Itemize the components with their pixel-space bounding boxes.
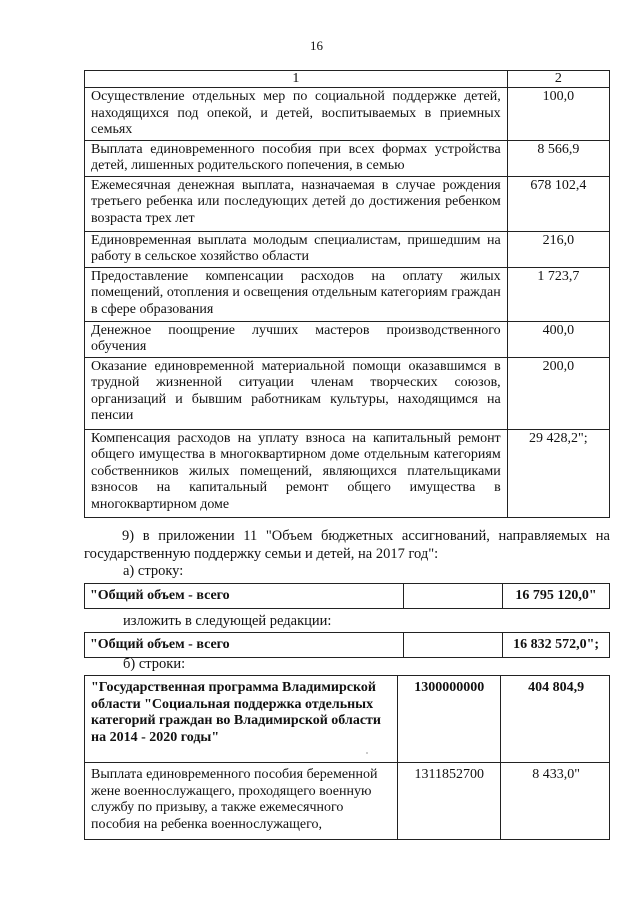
total-name: "Общий объем - всего: [85, 584, 404, 609]
table-row: [85, 140, 610, 176]
header-col-2: 2: [507, 71, 609, 88]
label-replace: изложить в следующей редакции:: [123, 613, 332, 629]
header-col-1: 1: [85, 71, 508, 88]
program-value: 8 433,0": [501, 763, 610, 840]
row-value: 400,0: [507, 321, 609, 357]
table-row: [85, 633, 610, 658]
table-row: [85, 88, 610, 141]
label-a: а) строку:: [123, 563, 184, 579]
program-name: Выплата единовременного пособия беременной жене военнослужащего, проходящего военную службу по призыву, а также ежемесячного пособия на ребенка военнослужащего,: [85, 763, 398, 840]
total-value: 16 832 572,0";: [503, 633, 610, 658]
row-text: Ежемесячная денежная выплата, назначаемая в случае рождения третьего ребенка или последующих детей до достижения ребенком возраста трех лет: [85, 176, 508, 231]
program-code: 1300000000: [398, 676, 501, 763]
allocations-table: [84, 70, 610, 518]
row-text: Компенсация расходов на уплату взноса на капитальный ремонт общего имущества в многоквартирном доме отдельным категориям собственников жилых помещений, являющихся плательщиками взносов на капитальный ремонт общего имущества в многоквартирном доме: [85, 429, 508, 517]
table-row: [85, 267, 610, 321]
scan-speck: [366, 752, 368, 754]
total-value: 16 795 120,0": [503, 584, 610, 609]
row-text: Оказание единовременной материальной помощи оказавшимся в трудной жизненной ситуации членам творческих союзов, организаций и бывшим работникам культуры, находящимся на пенсии: [85, 357, 508, 429]
total-name: "Общий объем - всего: [85, 633, 404, 658]
program-table: [84, 675, 610, 840]
program-value: 404 804,9: [501, 676, 610, 763]
table-row: [85, 357, 610, 429]
table-row: [85, 231, 610, 267]
paragraph-9: 9) в приложении 11 "Объем бюджетных ассигнований, направляемых на государственную поддержку семьи и детей, на 2017 год":: [84, 528, 610, 562]
page-number: 16: [310, 38, 323, 53]
total-code: [404, 633, 503, 658]
row-text: Денежное поощрение лучших мастеров производственного обучения: [85, 321, 508, 357]
table-row: [85, 176, 610, 231]
table-row: [85, 676, 610, 763]
row-text: Выплата единовременного пособия при всех формах устройства детей, лишенных родительского попечения, в семью: [85, 140, 508, 176]
row-text: Предоставление компенсации расходов на оплату жилых помещений, отопления и освещения отдельным категориям граждан в сфере образования: [85, 267, 508, 321]
row-value: 100,0: [507, 88, 609, 141]
row-value: 1 723,7: [507, 267, 609, 321]
table-row: [85, 763, 610, 840]
row-text: Осуществление отдельных мер по социальной поддержке детей, находящихся под опекой, и детей, воспитываемых в приемных семьях: [85, 88, 508, 141]
old-total-table: [84, 583, 610, 609]
row-value: 216,0: [507, 231, 609, 267]
row-text: Единовременная выплата молодым специалистам, пришедшим на работу в сельское хозяйство области: [85, 231, 508, 267]
table-row: [85, 429, 610, 517]
table-header-row: [85, 71, 610, 88]
table-row: [85, 321, 610, 357]
row-value: 678 102,4: [507, 176, 609, 231]
row-value: 29 428,2";: [507, 429, 609, 517]
total-code: [404, 584, 503, 609]
program-name: "Государственная программа Владимирской области "Социальная поддержка отдельных категорий граждан во Владимирской области на 2014 - 2020 годы": [85, 676, 398, 763]
table-row: [85, 584, 610, 609]
label-b: б) строки:: [123, 656, 186, 672]
row-value: 8 566,9: [507, 140, 609, 176]
row-value: 200,0: [507, 357, 609, 429]
program-code: 1311852700: [398, 763, 501, 840]
